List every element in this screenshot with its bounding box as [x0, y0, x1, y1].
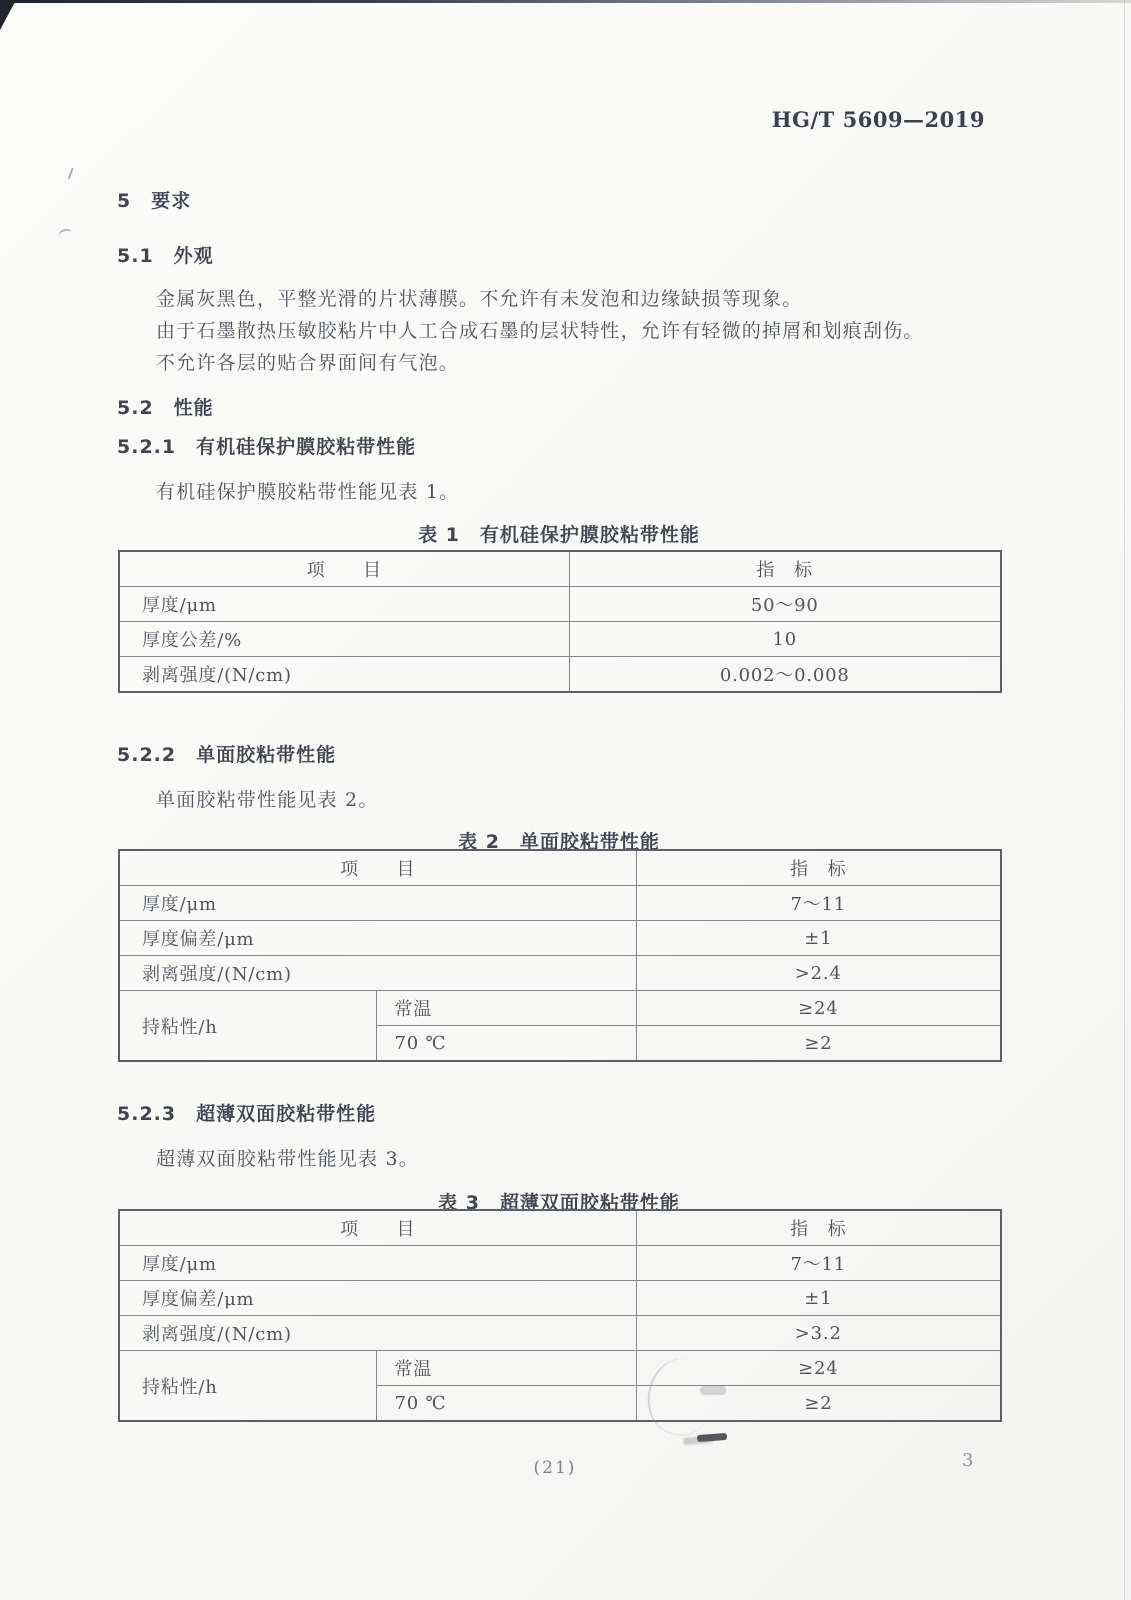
table-row: [119, 921, 1001, 956]
heading-5-2-2: 5.2.2 单面胶粘带性能: [117, 744, 337, 766]
table2-sub2-condition: 70 ℃: [376, 1026, 636, 1062]
table2-caption: 表 2 单面胶粘带性能: [458, 831, 660, 853]
table2-row1-item: 厚度/μm: [119, 886, 636, 921]
table2-sub2-value: ≥2: [636, 1026, 1001, 1062]
appearance-line-3: 不允许各层的贴合界面间有气泡。: [156, 352, 460, 374]
table-row: [119, 1281, 1001, 1316]
appearance-line-2: 由于石墨散热压敏胶粘片中人工合成石墨的层状特性，允许有轻微的掉屑和划痕刮伤。: [156, 320, 924, 342]
table2-row3-value: >2.4: [636, 956, 1001, 991]
table1-row3-value: 0.002～0.008: [569, 657, 1001, 693]
table3-row2-item: 厚度偏差/μm: [119, 1281, 636, 1316]
table-row: [119, 956, 1001, 991]
heading-5: 5 要求: [117, 190, 192, 212]
table2-row2-item: 厚度偏差/μm: [119, 921, 636, 956]
see-table2-sentence: 单面胶粘带性能见表 2。: [156, 789, 379, 811]
table3-sub2-condition: 70 ℃: [376, 1386, 636, 1422]
heading-5-2-1: 5.2.1 有机硅保护膜胶粘带性能: [117, 436, 417, 458]
table3-row2-value: ±1: [636, 1281, 1001, 1316]
table-1: [118, 550, 1002, 693]
table-row: [119, 991, 1001, 1026]
table3-group-item: 持粘性/h: [119, 1351, 376, 1422]
heading-5-2: 5.2 性能: [117, 397, 214, 419]
table2-group-item: 持粘性/h: [119, 991, 376, 1062]
table-3: [118, 1209, 1002, 1422]
table1-row3-item: 剥离强度/(N/cm): [119, 657, 569, 693]
scan-right-edge-artifact: [1124, 0, 1125, 1600]
table-2: [118, 849, 1002, 1062]
dark-smudge-artifact: [697, 1433, 727, 1442]
table3-caption: 表 3 超薄双面胶粘带性能: [438, 1192, 680, 1214]
table1-row2-value: 10: [569, 622, 1001, 657]
table-row: [119, 657, 1001, 693]
table3-row1-value: 7～11: [636, 1246, 1001, 1281]
table-row: [119, 587, 1001, 622]
table-row: [119, 1316, 1001, 1351]
table-row: [119, 1246, 1001, 1281]
table-row: [119, 850, 1001, 886]
table2-sub1-value: ≥24: [636, 991, 1001, 1026]
table2-header-item: 项 目: [119, 850, 636, 886]
table-row: [119, 1210, 1001, 1246]
table1-row1-value: 50～90: [569, 587, 1001, 622]
table1-row2-item: 厚度公差/%: [119, 622, 569, 657]
table1-row1-item: 厚度/μm: [119, 587, 569, 622]
table3-row3-value: >3.2: [636, 1316, 1001, 1351]
page-number: 3: [962, 1450, 974, 1471]
scan-top-edge-artifact: [0, 0, 1131, 3]
table3-header-index: 指 标: [636, 1210, 1001, 1246]
table2-sub1-condition: 常温: [376, 991, 636, 1026]
table-row: [119, 622, 1001, 657]
table2-row3-item: 剥离强度/(N/cm): [119, 956, 636, 991]
table1-caption: 表 1 有机硅保护膜胶粘带性能: [418, 524, 700, 546]
table-row: [119, 551, 1001, 587]
standard-number: HG/T 5609—2019: [771, 107, 985, 132]
table3-sub2-value: ≥2: [636, 1386, 1001, 1422]
table2-row2-value: ±1: [636, 921, 1001, 956]
see-table1-sentence: 有机硅保护膜胶粘带性能见表 1。: [156, 481, 460, 503]
table3-row3-item: 剥离强度/(N/cm): [119, 1316, 636, 1351]
light-smudge-artifact: [700, 1386, 726, 1395]
table3-sub1-condition: 常温: [376, 1351, 636, 1386]
heading-5-2-3: 5.2.3 超薄双面胶粘带性能: [117, 1103, 377, 1125]
table1-header-index: 指 标: [569, 551, 1001, 587]
table2-row1-value: 7～11: [636, 886, 1001, 921]
table-row: [119, 886, 1001, 921]
table2-header-index: 指 标: [636, 850, 1001, 886]
heading-5-1: 5.1 外观: [117, 245, 214, 267]
pencil-mark-1: [60, 165, 74, 180]
scan-corner-artifact: [0, 0, 16, 30]
table1-header-item: 项 目: [119, 551, 569, 587]
pencil-mark-2: [58, 228, 73, 241]
appearance-line-1: 金属灰黑色，平整光滑的片状薄膜。不允许有未发泡和边缘缺损等现象。: [156, 288, 803, 310]
table3-row1-item: 厚度/μm: [119, 1246, 636, 1281]
see-table3-sentence: 超薄双面胶粘带性能见表 3。: [156, 1148, 419, 1170]
footer-note: (21): [533, 1458, 577, 1478]
table-row: [119, 1351, 1001, 1386]
table3-header-item: 项 目: [119, 1210, 636, 1246]
table3-sub1-value: ≥24: [636, 1351, 1001, 1386]
